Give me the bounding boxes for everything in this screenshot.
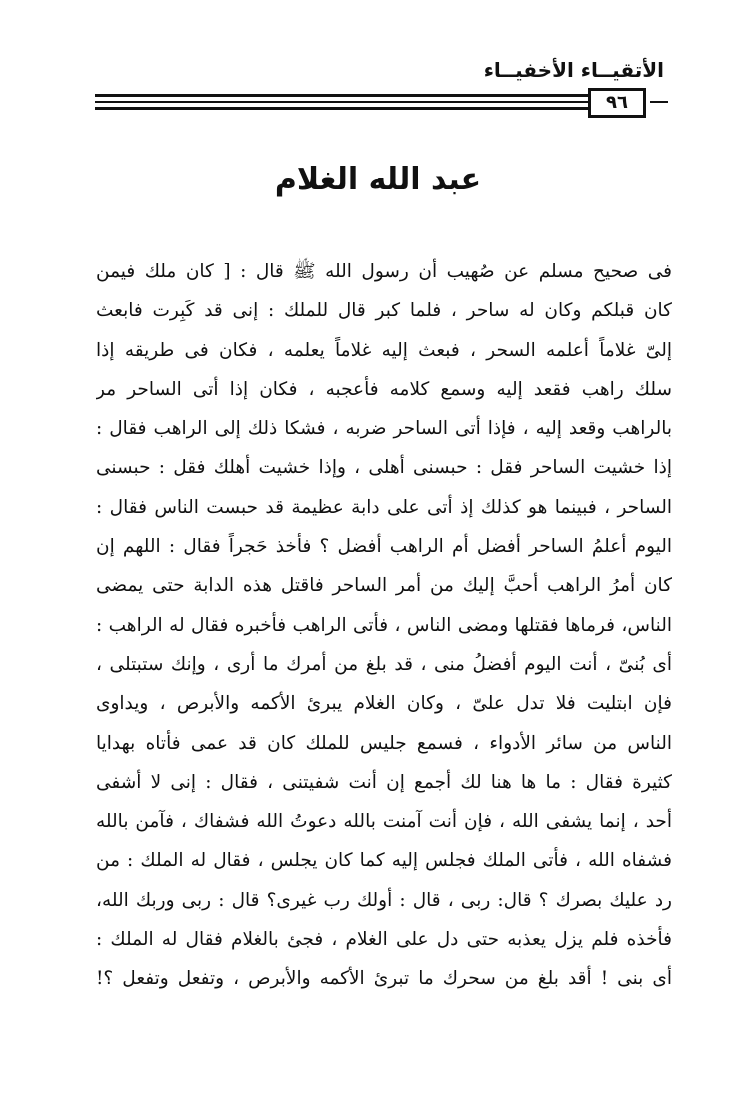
- body-line: الناس من سائر الأدواء ، فسمع جليس للملك كان قد عمى فأتاه بهدايا: [96, 732, 672, 754]
- header-rule-bottom: [95, 107, 588, 110]
- body-line: إذا خشيت الساحر فقل : حبسنى أهلى ، وإذا خشيت أهلك فقل : حبسنى: [96, 457, 672, 479]
- body-line: أى بنى ! أقد بلغ من سحرك ما تبرئ الأكمه والأبرص ، وتفعل وتفعل ؟!: [96, 968, 672, 990]
- body-line: أحد ، إنما يشفى الله ، فإن أنت آمنت بالله دعوتُ الله فشفاك ، فآمن بالله: [96, 811, 672, 833]
- body-line: أى بُنىّ ، أنت اليوم أفضلُ منى ، قد بلغ من أمرك ما أرى ، وإنك ستبتلى ،: [96, 653, 672, 675]
- body-line: فإن ابتليت فلا تدل علىّ ، وكان الغلام يبرئ الأكمه والأبرص ، ويداوى: [96, 693, 672, 715]
- body-line: رد عليك بصرك ؟ قال: ربى ، قال : أولك رب غيرى؟ قال : ربى وربك الله،: [96, 889, 672, 911]
- body-line: اليوم أعلمُ الساحر أفضل أم الراهب أفضل ؟ فأخذ حَجراً فقال : اللهم إن: [96, 536, 672, 558]
- body-text: [96, 252, 672, 999]
- body-line: سلك راهب فقعد إليه وسمع كلامه فأعجبه ، فكان إذا أتى الساحر مر: [96, 378, 672, 400]
- page-number: ٩٦: [588, 88, 646, 118]
- body-line: بالراهب وقعد إليه ، فإذا أتى الساحر ضربه ، فشكا ذلك إلى الراهب فقال :: [96, 418, 672, 440]
- body-line: فأخذه فلم يزل يعذبه حتى دل على الغلام ، فجئ بالغلام فقال له الملك :: [96, 929, 672, 951]
- body-line: إلىّ غلاماً أعلمه السحر ، فبعث إليه غلاماً يعلمه ، فكان فى طريقه إذا: [96, 339, 672, 361]
- body-line: كان أمرُ الراهب أحبَّ إليك من أمر الساحر فاقتل هذه الدابة حتى يمضى: [96, 575, 672, 597]
- body-line: فشفاه الله ، فأتى الملك فجلس إليه كما كان يجلس ، فقال له الملك : من: [96, 850, 672, 872]
- header-rule-top: [95, 94, 588, 97]
- body-line: فى صحيح مسلم عن صُهيب أن رسول الله ﷺ قال : [ كان ملك فيمن: [96, 261, 672, 282]
- book-title: الأتقيــاء الأخفيــاء: [483, 58, 664, 82]
- body-line: كان قبلكم وكان له ساحر ، فلما كبر قال للملك : إنى قد كَبِرت فابعث: [96, 300, 672, 322]
- body-line: كثيرة فقال : ما ها هنا لك أجمع إن أنت شفيتنى ، فقال : إنى لا أشفى: [96, 771, 672, 793]
- header-rule-tail: [650, 101, 668, 103]
- body-line: الساحر ، فبينما هو كذلك إذ أتى على دابة عظيمة قد حبست الناس فقال :: [96, 496, 672, 518]
- header-rule-middle: [95, 101, 588, 103]
- chapter-title: عبد الله الغلام: [274, 162, 482, 197]
- body-line: الناس، فرماها فقتلها ومضى الناس ، فأتى الراهب فأخبره فقال له الراهب :: [96, 614, 672, 636]
